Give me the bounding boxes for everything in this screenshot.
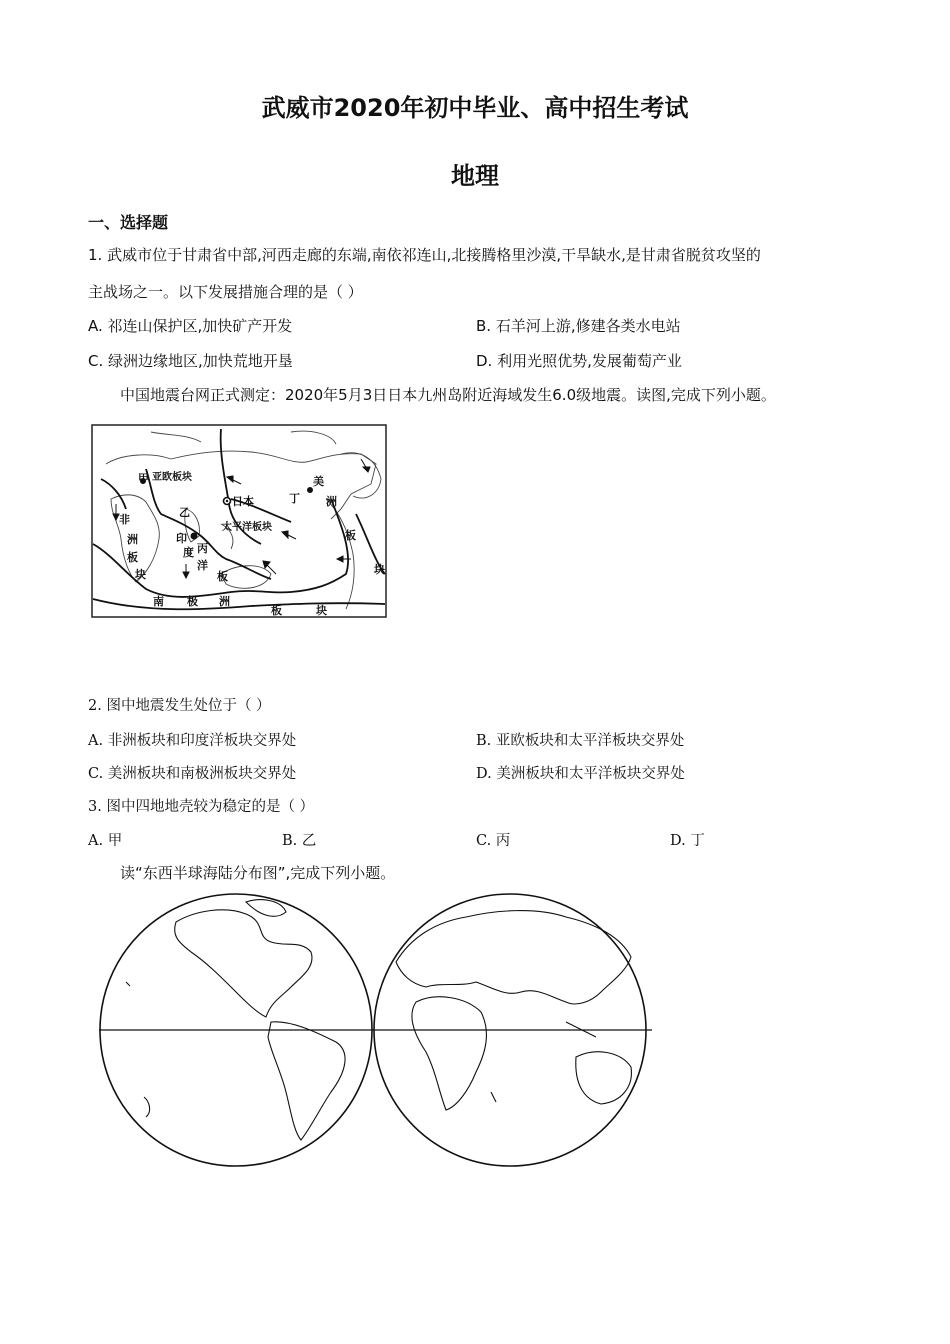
q3-option-b[interactable]: B. 乙 xyxy=(282,833,317,849)
label-antarctic-3: 洲 xyxy=(219,595,230,608)
section-title: 一、选择题 xyxy=(88,213,169,232)
label-antarctic-2: 极 xyxy=(187,595,198,608)
label-africa-1: 非 xyxy=(119,513,130,526)
q2-option-c[interactable]: C. 美洲板块和南极洲板块交界处 xyxy=(88,766,297,782)
q2-option-a[interactable]: A. 非洲板块和印度洋板块交界处 xyxy=(88,733,297,749)
q3-option-c[interactable]: C. 丙 xyxy=(476,833,511,849)
label-america-4: 块 xyxy=(374,563,385,576)
label-india-1: 印 xyxy=(176,532,187,545)
q4-intro: 读“东西半球海陆分布图”,完成下列小题。 xyxy=(120,864,396,882)
label-africa-4: 块 xyxy=(135,568,146,581)
label-india-2: 度 xyxy=(183,546,194,559)
q2-intro: 中国地震台网正式测定：2020年5月3日日本九州岛附近海域发生6.0级地震。读图,完成下列小题。 xyxy=(120,386,776,404)
label-america-2: 洲 xyxy=(326,495,337,508)
q2-stem: 2. 图中地震发生处位于（ ） xyxy=(88,698,271,714)
label-antarctic-4: 板 xyxy=(271,604,282,617)
q1-stem-line1: 1. 武威市位于甘肃省中部,河西走廊的东端,南依祁连山,北接腾格里沙漠,干旱缺水,是甘肃省脱贫攻坚的 xyxy=(88,246,761,264)
label-antarctic-5: 块 xyxy=(316,604,327,617)
label-india-4: 板 xyxy=(217,570,228,583)
label-eurasia-plate: 亚欧板块 xyxy=(152,472,192,483)
label-antarctic-1: 南 xyxy=(153,595,164,608)
location-bing-marker xyxy=(191,533,198,540)
q2-option-d[interactable]: D. 美洲板块和太平洋板块交界处 xyxy=(476,766,685,782)
q3-stem: 3. 图中四地地壳较为稳定的是（ ） xyxy=(88,799,315,815)
document-title: 武威市2020年初中毕业、高中招生考试 xyxy=(261,94,689,122)
q2-option-b[interactable]: B. 亚欧板块和太平洋板块交界处 xyxy=(476,733,685,749)
q3-option-d[interactable]: D. 丁 xyxy=(670,833,705,849)
label-bing: 丙 xyxy=(197,542,208,555)
label-africa-2: 洲 xyxy=(127,533,138,546)
hemispheres-map xyxy=(96,892,656,1172)
label-america-3: 板 xyxy=(345,529,356,542)
label-pacific-plate: 太平洋板块 xyxy=(222,522,272,533)
plate-tectonics-map xyxy=(91,424,387,618)
label-america-1: 美 xyxy=(313,475,324,488)
q1-option-d[interactable]: D. 利用光照优势,发展葡萄产业 xyxy=(476,352,682,370)
subject-title: 地理 xyxy=(451,162,499,190)
q1-stem-line2: 主战场之一。以下发展措施合理的是（ ） xyxy=(88,283,363,301)
q1-option-c[interactable]: C. 绿洲边缘地区,加快荒地开垦 xyxy=(88,352,293,370)
label-ding: 丁 xyxy=(289,492,300,505)
label-africa-3: 板 xyxy=(127,551,138,564)
label-yi: 乙 xyxy=(179,506,190,519)
label-japan: 日本 xyxy=(232,495,254,508)
label-jia: 甲 xyxy=(138,472,149,485)
q1-option-a[interactable]: A. 祁连山保护区,加快矿产开发 xyxy=(88,317,293,335)
q3-option-a[interactable]: A. 甲 xyxy=(88,833,123,849)
q1-option-b[interactable]: B. 石羊河上游,修建各类水电站 xyxy=(476,317,681,335)
label-india-3: 洋 xyxy=(197,559,208,572)
